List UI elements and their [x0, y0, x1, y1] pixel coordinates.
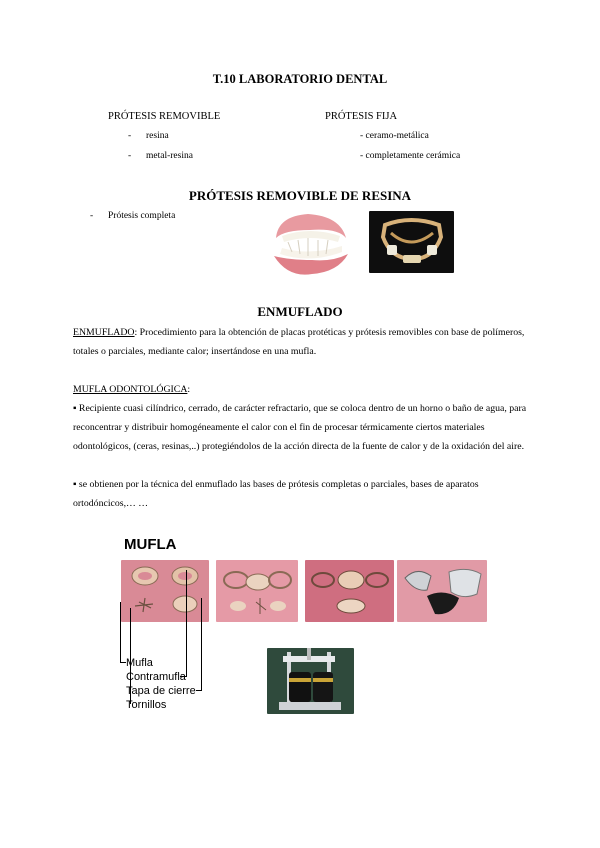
- denture-illustration: [268, 208, 352, 276]
- mufla-bullet-1: ▪ Recipiente cuasi cilíndrico, cerrado, de carácter refractario, que se coloca dentro de un horno o baño de agua, para reconcentrar y distribuir homogéneamente el calor con el fin de procesar térmicamente ciertos materiales odontológicos, (ceras, resinas,..) protegiéndolos de la acción directa de la fuente de calor y de la oxidación del aire.: [73, 403, 527, 452]
- enmuflado-definition-text: : Procedimiento para la obtención de placas protéticas y prótesis removibles con base de polímeros, totales o parciales, mediante calor; insertándose en una mufla.: [73, 327, 525, 357]
- mufla-subheading-text: MUFLA ODONTOLÓGICA: [73, 384, 188, 395]
- complete-denture-photo: [268, 208, 352, 276]
- mufla-parts-photo-1: [121, 560, 209, 622]
- list-item: Prótesis completa: [108, 211, 176, 221]
- mufla-parts-photo-4: [397, 560, 487, 622]
- enmuflado-definition: [73, 323, 543, 361]
- pointer-line: [201, 598, 202, 690]
- label-contramufla: Contramufla: [126, 671, 186, 683]
- section-heading-removible-resina: PRÓTESIS REMOVIBLE DE RESINA: [188, 188, 412, 203]
- list-dash: -: [128, 131, 132, 141]
- mufla-parts-illustration: [305, 560, 394, 622]
- pointer-line: [196, 690, 202, 691]
- figure-labels: [126, 656, 196, 712]
- mufla-parts-photo-3: [305, 560, 394, 622]
- pointer-line: [120, 602, 121, 662]
- list-dash: -: [128, 151, 132, 161]
- list-item: metal-resina: [146, 151, 193, 161]
- mufla-subheading-suffix: :: [187, 384, 191, 395]
- right-column-heading: PRÓTESIS FIJA: [325, 111, 398, 122]
- mufla-parts-illustration: [121, 560, 209, 622]
- mufla-parts-photo-2: [216, 560, 298, 622]
- section-heading-enmuflado: ENMUFLADO: [257, 304, 343, 319]
- mufla-subheading: [73, 380, 543, 399]
- left-column-heading: PRÓTESIS REMOVIBLE: [108, 111, 221, 122]
- label-tornillos: Tornillos: [126, 699, 167, 711]
- label-mufla: Mufla: [126, 657, 153, 669]
- press-illustration: [267, 648, 354, 714]
- partial-denture-photo: [369, 211, 454, 273]
- mufla-bullet-2: ▪ se obtienen por la técnica del enmuflado las bases de prótesis completas o parciales, bases de aparatos ortodóncicos,… …: [73, 479, 479, 509]
- list-dash: -: [90, 211, 94, 221]
- mufla-parts-illustration: [216, 560, 298, 622]
- list-item: - completamente cerámica: [360, 151, 461, 161]
- page-title: T.10 LABORATORIO DENTAL: [212, 72, 388, 86]
- enmuflado-term: ENMUFLADO: [73, 327, 135, 338]
- metal-flask-illustration: [397, 560, 487, 622]
- list-item: resina: [146, 131, 169, 141]
- figure-title: MUFLA: [124, 536, 177, 553]
- list-item: - ceramo-metálica: [360, 131, 429, 141]
- label-tapa-de-cierre: Tapa de cierre: [126, 685, 196, 697]
- partial-denture-illustration: [369, 211, 454, 273]
- mufla-press-photo: [267, 648, 354, 714]
